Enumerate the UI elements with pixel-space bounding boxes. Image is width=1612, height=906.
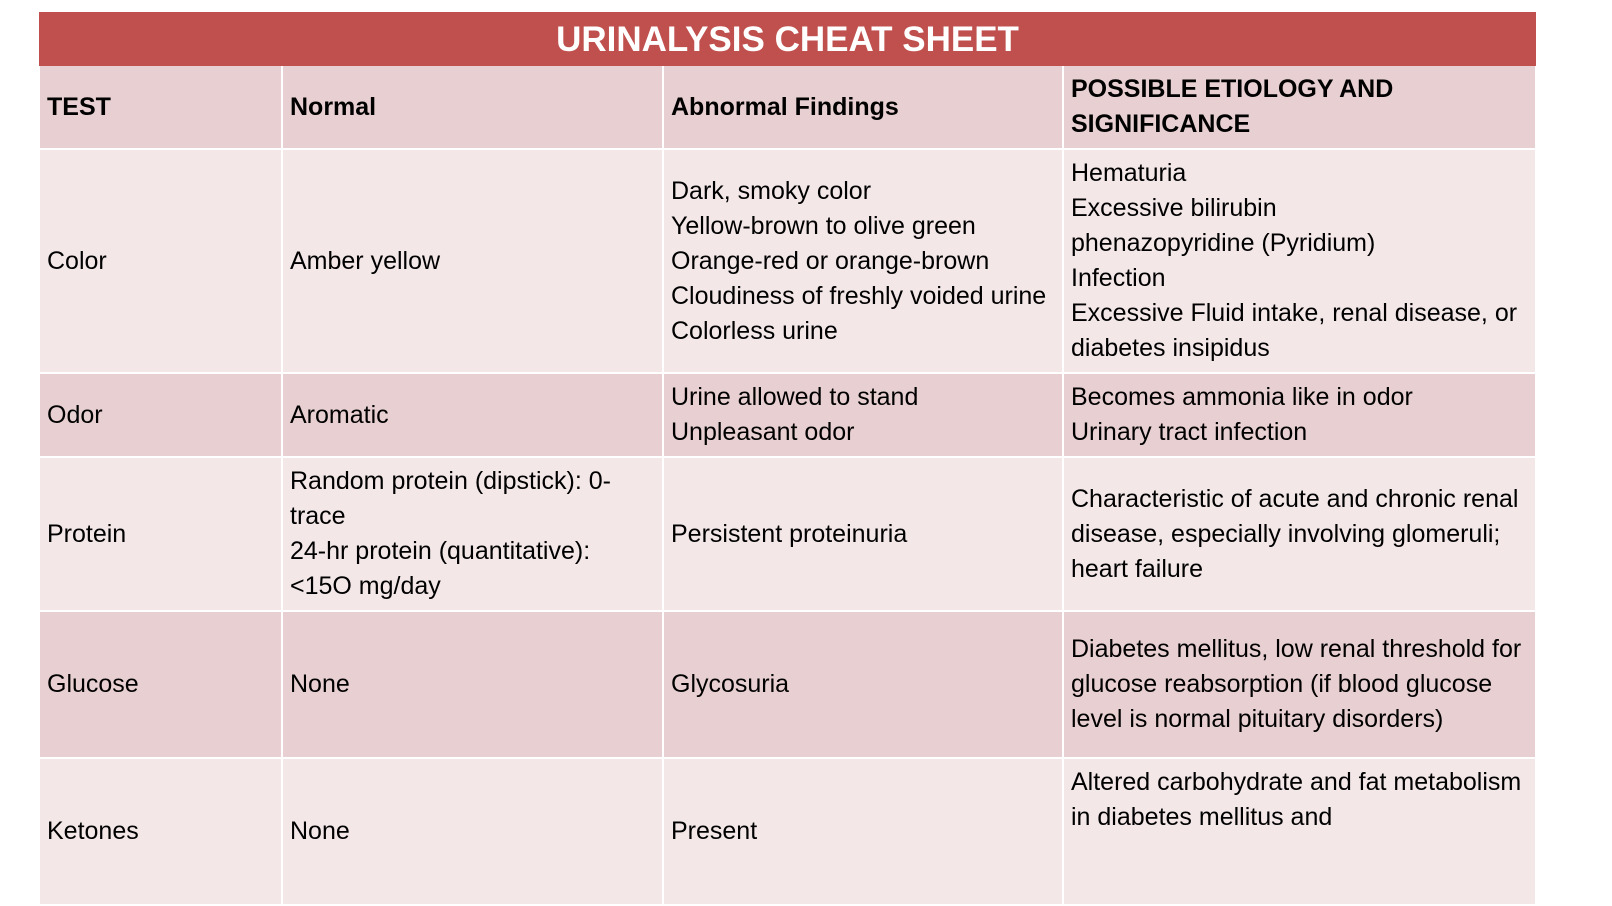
abnormal-cell (663, 149, 1063, 373)
normal-cell (282, 373, 663, 457)
abnormal-line: Dark, smoky color (671, 176, 872, 205)
etiology-line: phenazopyridine (Pyridium) (1071, 229, 1376, 257)
abnormal-line: Persistent proteinuria (671, 519, 908, 548)
abnormal-cell (663, 373, 1063, 457)
etiology-line: Diabetes mellitus, low renal threshold for glucose reabsorption (if blood glucose level is normal pituitary disorders) (1071, 635, 1522, 733)
table-row (39, 149, 1536, 373)
test-cell: Color (39, 149, 282, 373)
etiology-line: Characteristic of acute and chronic renal disease, especially involving glomeruli; heart failure (1071, 484, 1519, 583)
sheet-title: URINALYSIS CHEAT SHEET (39, 12, 1536, 66)
normal-line: Random protein (dipstick): 0-trace (290, 467, 611, 530)
urinalysis-table (38, 12, 1537, 906)
normal-line: Aromatic (290, 400, 389, 429)
table-row (39, 758, 1536, 905)
abnormal-line: Yellow-brown to olive green (671, 211, 976, 240)
header-normal: Normal (282, 66, 663, 149)
table-row (39, 373, 1536, 457)
etiology-line: Infection (1071, 264, 1166, 292)
header-abnormal-findings: Abnormal Findings (663, 66, 1063, 149)
etiology-line: Excessive Fluid intake, renal disease, or diabetes insipidus (1071, 299, 1518, 362)
test-cell: Ketones (39, 758, 282, 905)
etiology-line: Excessive bilirubin (1071, 194, 1277, 222)
etiology-line: Becomes ammonia like in odor (1071, 383, 1413, 411)
abnormal-line: Present (671, 817, 758, 845)
normal-cell (282, 758, 663, 905)
test-cell: Glucose (39, 611, 282, 758)
etiology-cell (1063, 758, 1536, 905)
etiology-line: Urinary tract infection (1071, 418, 1308, 446)
abnormal-line: Cloudiness of freshly voided urine (671, 281, 1047, 310)
etiology-line: Hematuria (1071, 159, 1187, 187)
normal-line: None (290, 670, 350, 698)
normal-line: None (290, 817, 350, 845)
test-cell: Odor (39, 373, 282, 457)
etiology-line: Altered carbohydrate and fat metabolism in diabetes mellitus and (1071, 768, 1522, 831)
etiology-cell (1063, 457, 1536, 611)
header-etiology: POSSIBLE ETIOLOGY AND SIGNIFICANCE (1063, 66, 1536, 149)
normal-cell (282, 611, 663, 758)
normal-cell (282, 149, 663, 373)
test-cell: Protein (39, 457, 282, 611)
header-test: TEST (39, 66, 282, 149)
etiology-cell (1063, 373, 1536, 457)
abnormal-cell (663, 758, 1063, 905)
header-row (39, 66, 1536, 149)
abnormal-cell (663, 611, 1063, 758)
abnormal-line: Colorless urine (671, 316, 838, 345)
table-row (39, 457, 1536, 611)
title-row (39, 12, 1536, 66)
etiology-cell (1063, 611, 1536, 758)
abnormal-line: Unpleasant odor (671, 418, 855, 446)
etiology-cell (1063, 149, 1536, 373)
normal-cell (282, 457, 663, 611)
table-row (39, 611, 1536, 758)
normal-line: 24-hr protein (quantitative): <15O mg/day (290, 537, 591, 600)
normal-line: Amber yellow (290, 246, 441, 275)
abnormal-line: Orange-red or orange-brown (671, 246, 990, 275)
abnormal-line: Urine allowed to stand (671, 383, 919, 411)
abnormal-cell (663, 457, 1063, 611)
abnormal-line: Glycosuria (671, 670, 790, 698)
